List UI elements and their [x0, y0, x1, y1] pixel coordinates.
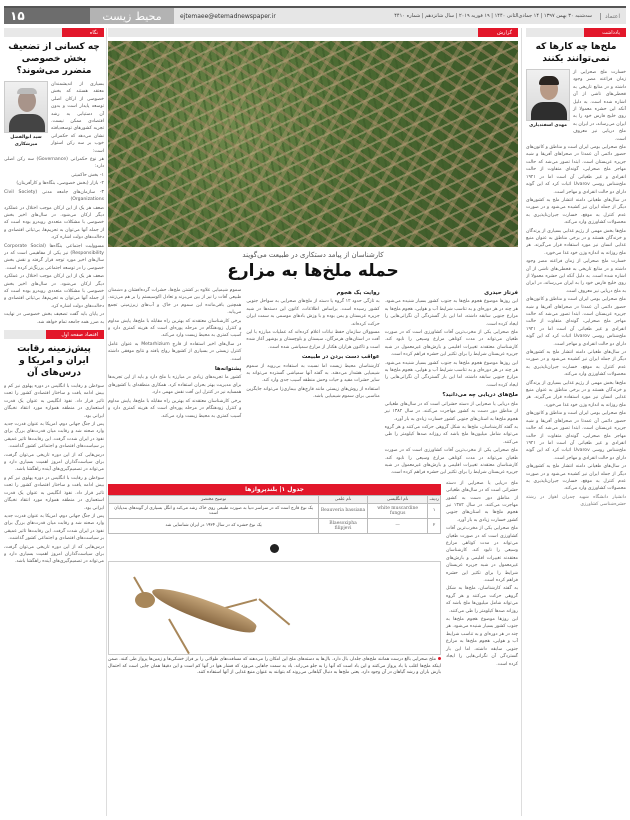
paragraph: درس‌هایی که از این دوره تاریخی می‌توان گرفت، برای سیاست‌گذاران امروز اهمیت بسیاری دارد و می‌تواند در تصمیم‌گیری‌های آینده راهگشا باشد. — [4, 544, 104, 565]
locust-photo — [108, 561, 441, 655]
cell-scientific: Beauveria bassiana — [319, 503, 368, 518]
cell-description: یک نوع حشره که در سال ۱۹۳۴ در ایران شناسایی شد — [109, 518, 319, 533]
author-affiliation: دانشیار دانشگاه شهید چمران اهواز در رشته حشره‌شناسی کشاورزی — [526, 494, 626, 508]
paragraph: ضعف هر یک از این ارکان موجب اختلال در عملکرد دیگر ارکان می‌شود. در سال‌های اخیر بخش خصوصی با مشکلات متعددی روبه‌رو بوده است که از جمله آنها می‌توان به تحریم‌ها، بی‌ثباتی اقتصادی و دخالت‌های دولت اشاره کرد. — [4, 274, 104, 309]
category-tag: گزارش — [478, 28, 518, 37]
species-table — [108, 484, 441, 534]
paragraph: درس‌هایی که از این دوره تاریخی می‌توان گرفت، برای سیاست‌گذاران امروز اهمیت بسیاری دارد و می‌تواند در تصمیم‌گیری‌های آینده راهگشا باشد. — [4, 452, 104, 473]
paragraph: ملخ‌ها بخش مهمی از رژیم غذایی بسیاری از پرندگان و خزندگان هستند و در برخی مناطق به عنوان منبع غذایی انسان نیز مورد استفاده قرار می‌گیرند. هر ملخ روزانه به اندازه وزن خود غذا می‌خورد. — [526, 228, 626, 256]
author-name: سید ابوالفضل میرشکاری — [10, 135, 42, 148]
list-item: ۳- سازمان‌های جامعه مدنی (Civil Society Organizations) — [4, 189, 104, 203]
paragraph: ملخ صحرایی بومی ایران است و مناطق و کانون‌های حضور دائمی آن عمدتا در صحراهای آفریقا و شبه جزیره عربستان است. ابتدا تصور می‌شد که حالت مهاجر ملخ صحرایی، گونه‌ای متفاوت از حالت انفرادی و غیر طغیانی آن است اما در ۱۹۲۱ ملخ‌شناس روسی Uvarov اثبات کرد که این گونه دارای دو حالت انفرادی و مهاجر است. — [526, 145, 626, 195]
category-bar — [4, 28, 104, 37]
masthead — [4, 8, 626, 24]
column-header: نام انگلیسی — [367, 495, 428, 503]
paragraph: خسارت ملخ صحرایی از زمان فراعنه مصر وجود داشته و در منابع تاریخی به قحطی‌های ناشی از آن اشاره شده است. به دلیل آنکه این حشره معمولا از روی خلیج فارس خود را به ایران می‌رساند، در ایران به ملخ دریایی نیز معروف است. — [526, 259, 626, 294]
bullet-icon — [438, 657, 441, 660]
paragraph: ملخ صحرایی یکی از مخرب‌ترین آفات کشاورزی است که در صورت طغیان می‌تواند در مدت کوتاهی مزارع وسیعی را نابود کند. کارشناسان معتقدند تغییرات اقلیمی و بارش‌های غیرمعمول در شبه جزیره عربستان شرایط را برای تکثیر این حشره فراهم کرده است. — [384, 448, 518, 476]
paragraph: خسارت ملخ صحرایی از زمان فراعنه مصر وجود داشته و در منابع تاریخی به قحطی‌های ناشی از آن اشاره شده است. به دلیل آنکه این حشره معمولا از روی خلیج فارس خود را به ایران می‌رساند، در ایران به ملخ دریایی نیز معروف است. — [573, 70, 626, 142]
author-block — [526, 69, 570, 129]
article-columns — [108, 287, 518, 478]
author-photo — [4, 81, 48, 133]
paragraph: در سال‌های طغیانی دامنه انتشار ملخ به کشورهای دیگر از جمله ایران نیز کشیده می‌شود و در صورت عدم کنترل به موقع، خسارت جبران‌ناپذیری به محصولات کشاورزی وارد می‌کند. — [526, 350, 626, 378]
paragraph: ملخ دریایی یا صحرایی از دسته حشراتی است که در سال‌های طغیانی از مناطق دور دست به کشور مهاجرت می‌کنند. در سال ۱۳۸۲ نیز هجوم ملخ‌ها به استان‌های جنوبی کشور خسارت زیادی به بار آورد. — [446, 480, 518, 523]
cell-scientific: Blaesoxipha filipjevi — [319, 518, 368, 533]
list-item: ۱- بخش حاکمیتی — [71, 172, 104, 178]
paragraph: پس از جنگ جهانی دوم، امریکا به عنوان قدرت جدید وارد صحنه شد و رقابت میان قدرت‌های بزرگ برای نفوذ در ایران شدت گرفت. این رقابت‌ها تاثیر عمیقی بر سیاست‌های اقتصادی و اجتماعی کشور گذاشت. — [4, 513, 104, 542]
cell-description: یک نوع قارچ است که در سراسر دنیا به صورت طبیعی روی خاک رشد می‌کند و انگل بسیاری از گونه‌های بندپایان است — [109, 503, 319, 518]
category-tag: اقتصاد صفحه اول — [46, 330, 104, 339]
category-bar — [4, 330, 104, 339]
author-name: فرناز حیدری — [484, 290, 518, 296]
cell-english: — — [367, 518, 428, 533]
section-title: محیط زیست — [90, 8, 174, 24]
category-bar — [526, 28, 626, 37]
paragraph: مسوولان سازمان حفظ نباتات اعلام کرده‌اند که عملیات مبارزه با این آفت در استان‌های هرمزگان، سیستان و بلوچستان و بوشهر آغاز شده است و تاکنون هزاران هکتار از مزارع سمپاشی شده است. — [246, 330, 380, 350]
subheading: پشتوانه‌ها — [214, 366, 242, 373]
paragraph: این روزها موضوع هجوم ملخ‌ها به جنوب کشور بسیار شنیده می‌شود. هر چند در هر دوره‌ای و به تناسب شرایط آب و هوایی، هجوم ملخ‌ها به مزارع جنوبی سابقه داشته، اما این بار گستردگی آن نگرانی‌هایی را ایجاد کرده است. — [384, 299, 518, 327]
text-column-1 — [385, 287, 518, 478]
newspaper-logo: اعتماد — [600, 13, 620, 20]
paragraph: ملخ‌ها بخش مهمی از رژیم غذایی بسیاری از پرندگان و خزندگان هستند و در برخی مناطق به عنوان منبع غذایی انسان نیز مورد استفاده قرار می‌گیرند. هر ملخ روزانه به اندازه وزن خود غذا می‌خورد. — [526, 380, 626, 408]
paragraph: این روزها موضوع هجوم ملخ‌ها به جنوب کشور بسیار شنیده می‌شود. هر چند در هر دوره‌ای و به تناسب شرایط آب و هوایی، هجوم ملخ‌ها به مزارع جنوبی سابقه داشته، اما این بار گستردگی آن نگرانی‌هایی را ایجاد کرده است. — [384, 360, 518, 388]
paragraph: مسوولیت اجتماعی بنگاه‌ها (Corporate Social Responsibility) نیز یکی از مفاهیمی است که در سال‌های اخیر مورد توجه قرار گرفته و نقش بخش خصوصی را در توسعه اجتماعی پررنگ‌تر کرده است. — [4, 243, 104, 271]
table-row — [109, 518, 441, 533]
paragraph: این روزها موضوع هجوم ملخ‌ها به جنوب کشور بسیار شنیده می‌شود. هر چند در هر دوره‌ای و به تناسب شرایط آب و هوایی، هجوم ملخ‌ها به مزارع جنوبی سابقه داشته، اما این بار گستردگی آن نگرانی‌هایی را ایجاد کرده است. — [446, 617, 518, 667]
right-column-note — [526, 28, 626, 816]
column-header: ردیف — [429, 496, 439, 502]
paragraph: پس از جنگ جهانی دوم، امریکا به عنوان قدرت جدید وارد صحنه شد و رقابت میان قدرت‌های بزرگ برای نفوذ در ایران شدت گرفت. این رقابت‌ها تاثیر عمیقی بر سیاست‌های اقتصادی و اجتماعی کشور گذاشت. — [4, 422, 104, 450]
locust-swarm-photo — [108, 41, 518, 247]
paragraph: سموم شیمیایی علاوه بر کشتن ملخ‌ها، حشرات گرده‌افشان و دشمنان طبیعی آفات را نیز از بین می‌برند و تعادل اکوسیستم را بر هم می‌زنند. همچنین باقی‌مانده این سموم در خاک و آب‌های زیرزمینی تجمع می‌یابد. — [108, 288, 242, 316]
paragraph: در پایان باید گفت تضعیف بخش خصوصی در نهایت به ضرر همه جامعه تمام خواهد شد. — [4, 312, 104, 325]
table-row — [109, 503, 441, 518]
paragraph: ملخ صحرایی یکی از مخرب‌ترین آفات کشاورزی است که در صورت طغیان می‌تواند در مدت کوتاهی مزارع وسیعی را نابود کند. کارشناسان معتقدند تغییرات اقلیمی و بارش‌های غیرمعمول در شبه جزیره عربستان شرایط را برای تکثیر این حشره فراهم کرده است. — [446, 526, 518, 584]
cell-index: ۱ — [428, 503, 441, 518]
paragraph: کشور ما تجربه‌های زیادی در مبارزه با ملخ دارد و باید از این تجربه‌ها برای مدیریت بهتر بحران استفاده کرد. همکاری منطقه‌ای با کشورهای همسایه نیز در کنترل این آفت نقش مهمی دارد. — [108, 375, 242, 396]
cell-english: white muscardine fungus — [367, 503, 428, 518]
data-table — [108, 495, 441, 534]
paragraph: بسیاری از اندیشمندان معتقد هستند که بخش خصوصی از ارکان اصلی توسعه پایدار است و بدون آن دستیابی به رشد اقتصادی ممکن نیست. تجربه کشورهای توسعه‌یافته نشان می‌دهد که حکمرانی خوب بر سه رکن استوار است: — [51, 82, 104, 154]
paragraph: استفاده از روش‌های زیستی مانند قارچ‌های بیماری‌زا می‌تواند جایگزین مناسبی برای سموم شیمیایی باشد. — [246, 386, 380, 400]
category-tag: نگاه — [62, 28, 104, 37]
paragraph: کارشناسان محیط زیست اما نسبت به استفاده بی‌رویه از سموم شیمیایی هشدار می‌دهند. به گفته آنها سمپاشی گسترده می‌تواند به سایر حشرات مفید و حیات وحش منطقه آسیب جدی وارد کند. — [246, 363, 380, 384]
article-headline[interactable]: پیش‌زمینه رقابت ایران و امریکا و درس‌های آن — [17, 344, 91, 378]
paragraph: هر نوع حکمرانی (Governance) سه رکن اصلی دارد: — [4, 157, 104, 170]
left-column-opinion — [4, 28, 104, 816]
masthead-info — [174, 8, 626, 24]
column-header: نام علمی — [319, 495, 368, 503]
paragraph: برخی کارشناسان معتقدند که بهترین راه مقابله با ملخ‌ها، پایش مداوم و کنترل زودهنگام در مرحله پوره‌ای است که هزینه کمتری دارد و آسیب کمتری به محیط زیست وارد می‌کند. — [108, 398, 242, 419]
paragraph: در سال‌های اخیر استفاده از قارچ Metarhizium به عنوان عامل کنترل زیستی در بسیاری از کشورها رواج یافته و نتایج موفقی داشته است. — [108, 341, 242, 362]
subheading: ملخ‌های دریایی چه می‌دانید؟ — [442, 392, 518, 399]
main-headline[interactable]: حمله ملخ‌ها به مزارع — [227, 261, 399, 281]
paragraph: ملخ صحرایی یکی از مخرب‌ترین آفات کشاورزی است که در صورت طغیان می‌تواند در مدت کوتاهی مزارع وسیعی را نابود کند. کارشناسان معتقدند تغییرات اقلیمی و بارش‌های غیرمعمول در شبه جزیره عربستان شرایط را برای تکثیر این حشره فراهم کرده است. — [384, 330, 518, 358]
article-body — [4, 383, 104, 566]
article-body — [526, 69, 626, 509]
text-column-2 — [246, 287, 379, 478]
column-divider — [521, 28, 522, 816]
list-item: ۲- بازار (بخش خصوصی، بنگاه‌ها و کارآفرینان) — [16, 181, 104, 187]
category-bar — [108, 28, 518, 37]
paragraph: برخی کارشناسان معتقدند که بهترین راه مقابله با ملخ‌ها، پایش مداوم و کنترل زودهنگام در مرحله پوره‌ای است که هزینه کمتری دارد و آسیب کمتری به محیط زیست وارد می‌کند. — [108, 318, 242, 339]
text-column-3 — [108, 287, 241, 478]
paragraph: به تازگی حدود ۱۲ گروه یا دسته از ملخ‌های صحرایی به سواحل جنوبی کشور رسیده است. براساس اطلاعات، کانون این دسته‌ها در شبه جزیره عربستان و یمن بوده و با وزش بادهای موسمی به سمت ایران حرکت کرده‌اند. — [246, 299, 380, 327]
main-report — [108, 28, 518, 816]
article-body — [4, 81, 104, 326]
paragraph: سوءظن و رقابت با انگلیس در دوره پهلوی نیز کم و بیش ادامه یافت و ساختار اقتصادی کشور را تحت تاثیر قرار داد. نفوذ انگلیس به عنوان یک قدرت استعماری در منطقه همواره مورد انتقاد نخبگان ایرانی بود. — [4, 384, 104, 419]
paragraph: به گفته کارشناسان، ملخ‌ها به شکل گروهی حرکت می‌کنند و هر گروه می‌تواند شامل میلیون‌ها ملخ باشد که روزانه صدها کیلومتر را طی می‌کنند. — [384, 424, 518, 445]
caption-text: ملخ صحرایی بالغ درست همانند ملخ‌های جلدار، بال دارد. بال‌ها به دسته‌های ملخ این امکان را می‌دهند که مسافت‌های طولانی را بر فراز خشکی‌ها و زمین‌ها پرواز طی کنند. ضمن اینکه ملخ‌ها اغلب با باد پرواز می‌کنند و این باد است که آنها را به جلو می‌راند. باد به سمت جاهایی می‌وزد که فشار هوا در آنها کم است و این دقیقا همان جایی است که احتمال بارش باران و رشد گیاهان در آن وجود دارد. یعنی ملخ‌ها به دنبال گیاهانی می‌روند که بتوانند به عنوان منبع غذایی از آنها استفاده کنند. — [108, 656, 441, 676]
kicker: کارشناسان از پیامد دستکاری در طبیعت می‌گویند — [242, 251, 384, 259]
column-header: توضیح مختصر — [109, 495, 319, 503]
page-number: ۱۵ — [4, 8, 90, 24]
column-divider — [106, 28, 107, 816]
article-headline[interactable]: چه کسانی از تضعیف بخش خصوصی متضرر می‌شوند؟ — [8, 42, 100, 76]
category-tag: یادداشت — [584, 28, 626, 37]
author-block — [4, 81, 48, 149]
paragraph: در سال‌های طغیانی دامنه انتشار ملخ به کشورهای دیگر از جمله ایران نیز کشیده می‌شود و در صورت عدم کنترل به موقع، خسارت جبران‌ناپذیری به محصولات کشاورزی وارد می‌کند. — [526, 464, 626, 492]
article-headline[interactable]: ملخ‌ها چه کارها که نمی‌توانند بکنند — [535, 42, 617, 64]
paragraph: سوءظن و رقابت با انگلیس در دوره پهلوی نیز کم و بیش ادامه یافت و ساختار اقتصادی کشور را تحت تاثیر قرار داد. نفوذ انگلیس به عنوان یک قدرت استعماری در منطقه همواره مورد انتقاد نخبگان ایرانی بود. — [4, 475, 104, 511]
subheading: روایت یک هجوم — [336, 290, 380, 296]
cell-index: ۲ — [428, 518, 441, 533]
paragraph: به گفته کارشناسان، ملخ‌ها به شکل گروهی حرکت می‌کنند و هر گروه می‌تواند شامل میلیون‌ها ملخ باشد که روزانه صدها کیلومتر را طی می‌کنند. — [446, 586, 518, 614]
subheading: عواقب دست بردن در طبیعت — [301, 354, 380, 361]
paragraph: ضعف هر یک از این ارکان موجب اختلال در عملکرد دیگر ارکان می‌شود. در سال‌های اخیر بخش خصوصی با مشکلات متعددی روبه‌رو بوده است که از جمله آنها می‌توان به تحریم‌ها، بی‌ثباتی اقتصادی و دخالت‌های دولت اشاره کرد. — [4, 205, 104, 241]
table-title: جدول ۱| بلندپروازها — [108, 484, 441, 495]
author-name: مهدی اسفندیاری — [529, 123, 567, 128]
author-photo — [526, 69, 570, 121]
dateline: سه‌شنبه ۳۰ بهمن ۱۳۹۷ | ۱۴ جمادی‌الثانی ۱۴۴۰ | ۱۹ فوریه ۲۰۱۹ | سال شانزدهم | شماره ۴۴۱۰ — [394, 13, 592, 19]
paragraph: ملخ صحرایی بومی ایران است و مناطق و کانون‌های حضور دائمی آن عمدتا در صحراهای آفریقا و شبه جزیره عربستان است. ابتدا تصور می‌شد که حالت مهاجر ملخ صحرایی، گونه‌ای متفاوت از حالت انفرادی و غیر طغیانی آن است اما در ۱۹۲۱ ملخ‌شناس روسی Uvarov اثبات کرد که این گونه دارای دو حالت انفرادی و مهاجر است. — [526, 411, 626, 461]
paragraph: ملخ صحرایی بومی ایران است و مناطق و کانون‌های حضور دائمی آن عمدتا در صحراهای آفریقا و شبه جزیره عربستان است. ابتدا تصور می‌شد که حالت مهاجر ملخ صحرایی، گونه‌ای متفاوت از حالت انفرادی و غیر طغیانی آن است اما در ۱۹۲۱ ملخ‌شناس روسی Uvarov اثبات کرد که این گونه دارای دو حالت انفرادی و مهاجر است. — [526, 297, 626, 347]
separator-icon — [108, 538, 441, 557]
photo-caption — [108, 657, 441, 677]
table-and-figure — [108, 480, 441, 677]
paragraph: در سال‌های طغیانی دامنه انتشار ملخ به کشورهای دیگر از جمله ایران نیز کشیده می‌شود و در صورت عدم کنترل به موقع، خسارت جبران‌ناپذیری به محصولات کشاورزی وارد می‌کند. — [526, 197, 626, 226]
paragraph: ملخ دریایی یا صحرایی از دسته حشراتی است که در سال‌های طغیانی از مناطق دور دست به کشور مهاجرت می‌کنند. در سال ۱۳۸۲ نیز هجوم ملخ‌ها به استان‌های جنوبی کشور خسارت زیادی به بار آورد. — [384, 401, 518, 422]
email-link[interactable]: ejtemaee@etemadnewspaper.ir — [180, 12, 276, 20]
text-column-1-cont — [446, 480, 518, 677]
